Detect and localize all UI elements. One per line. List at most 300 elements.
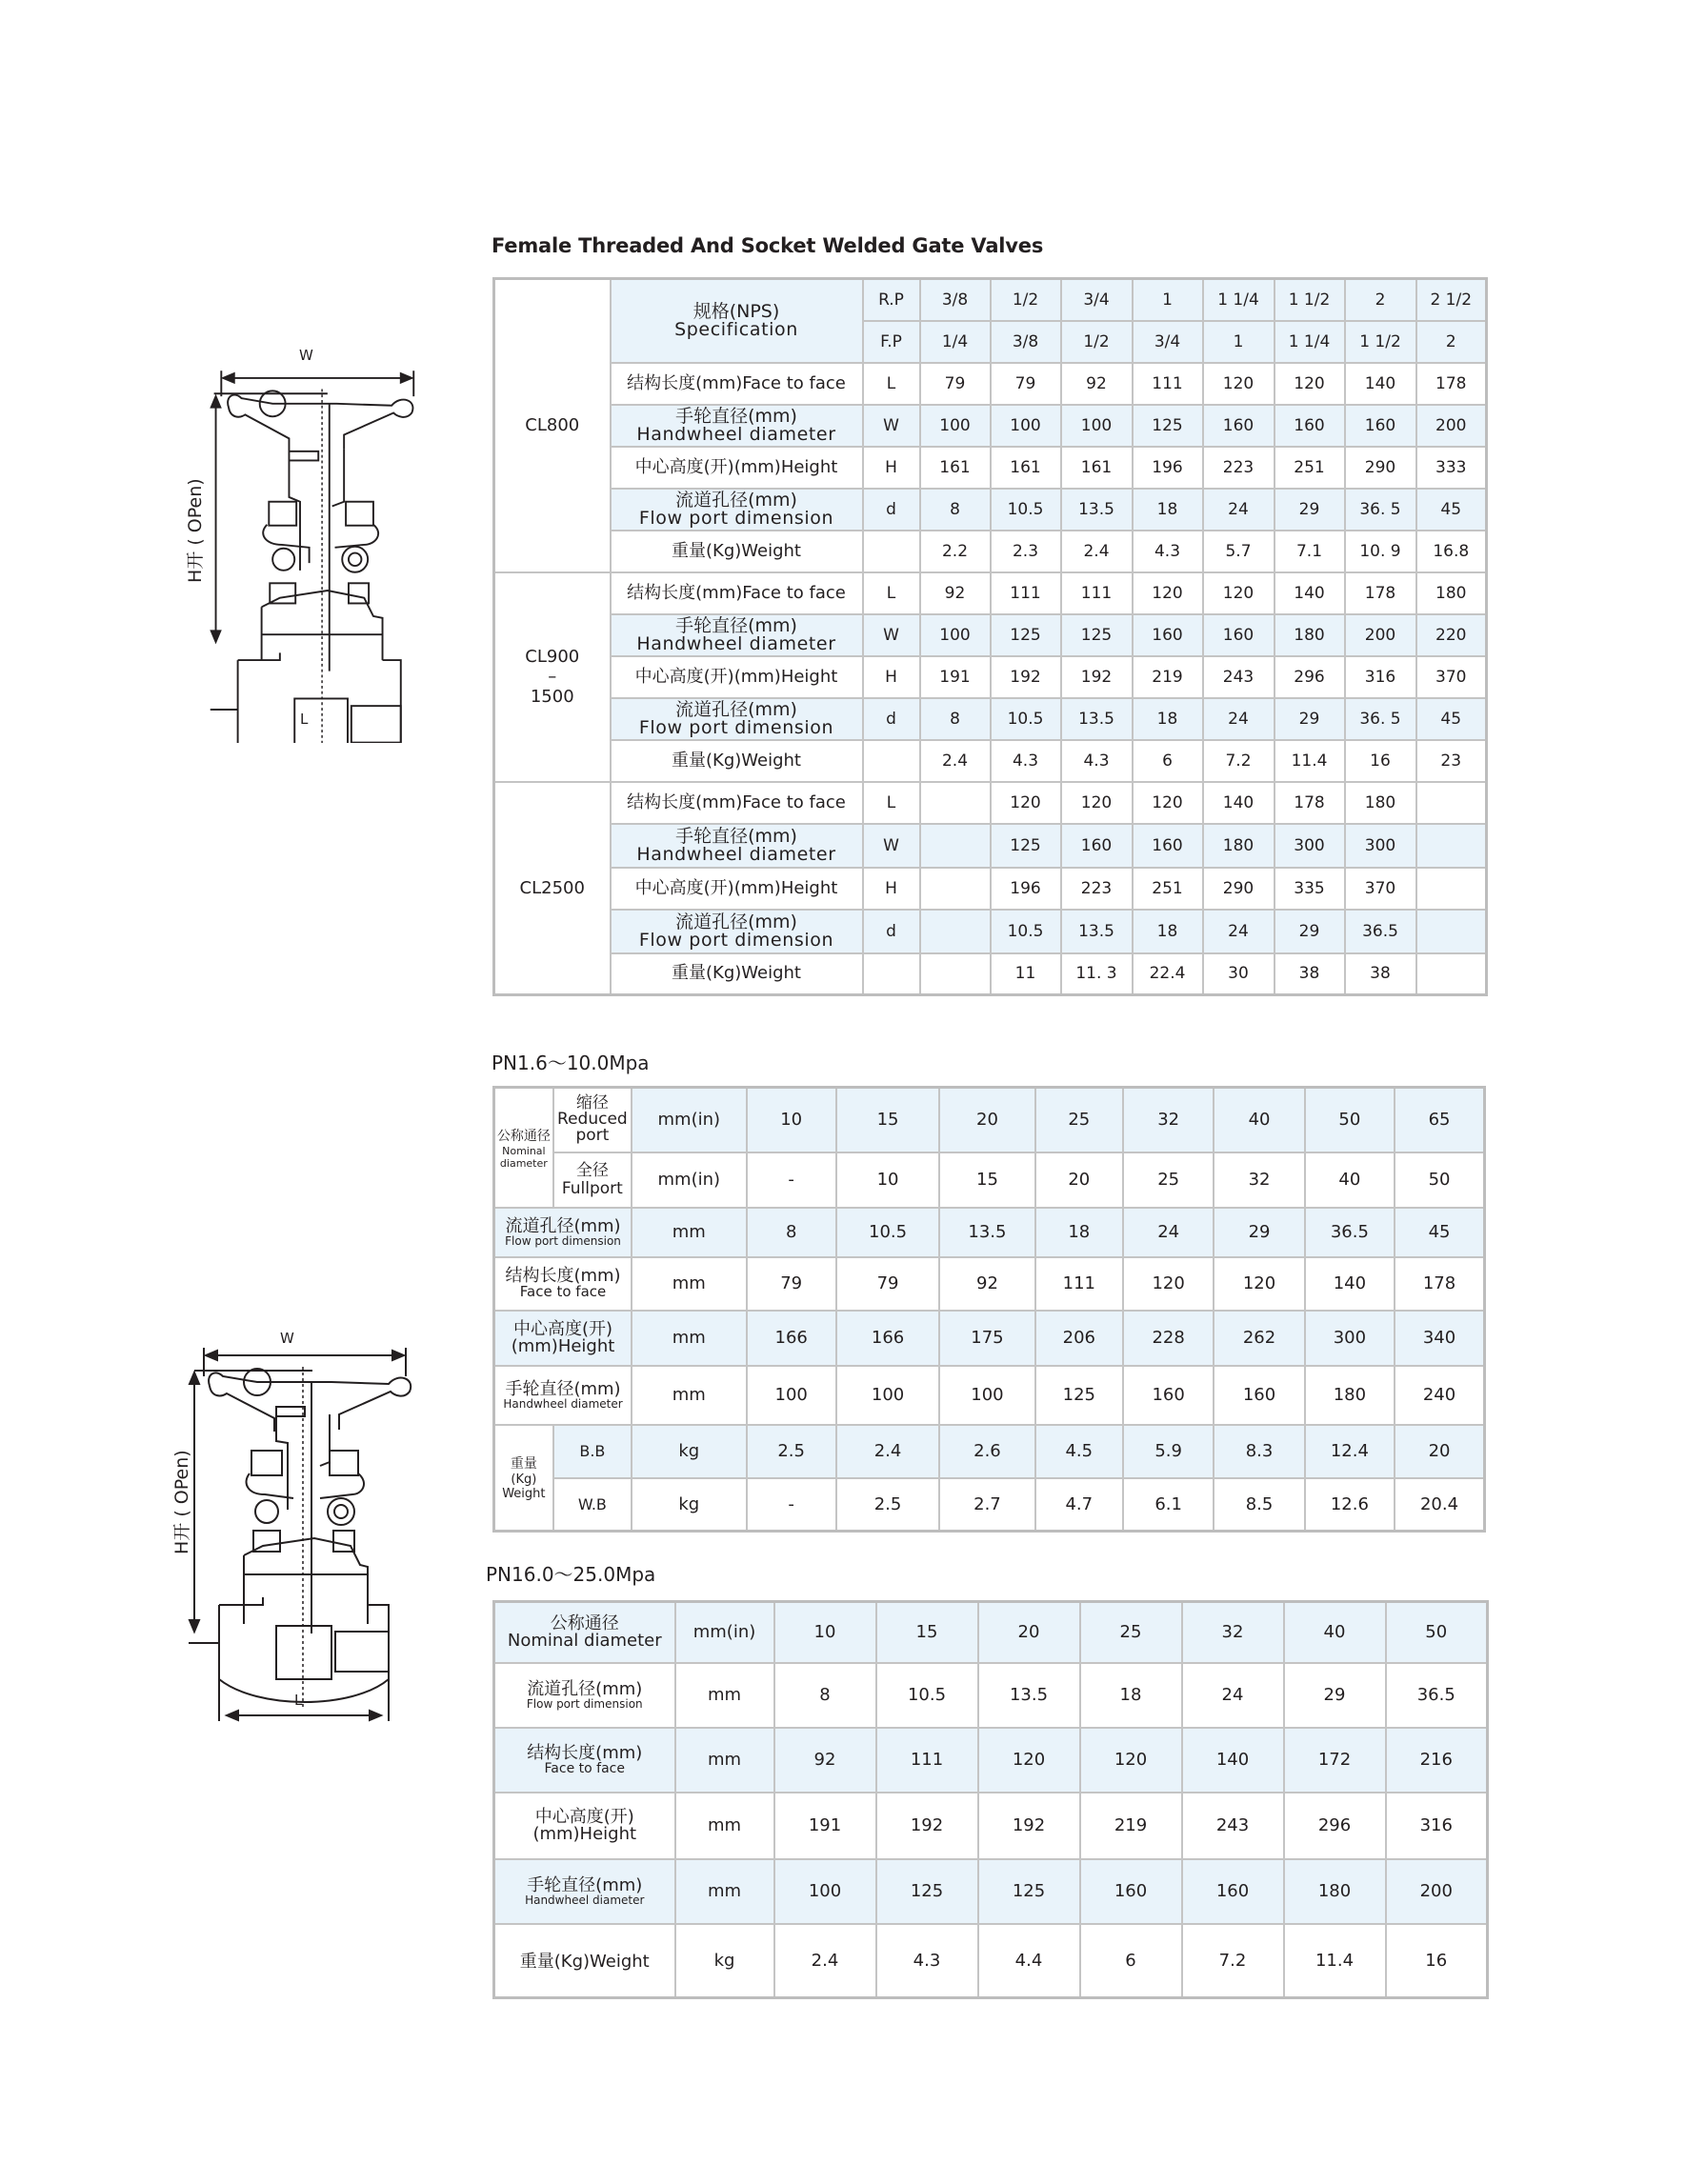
row-label-cn: 手轮直径(mm)	[675, 405, 797, 427]
value-face: 140	[1182, 1728, 1284, 1793]
row-height	[494, 868, 1487, 910]
row-label-hand	[494, 1366, 632, 1425]
value-flow: 29	[1275, 698, 1345, 740]
gate-valve-drawing-1	[181, 343, 419, 743]
value-wb: 20.4	[1395, 1478, 1484, 1532]
fp-size: 3/8	[991, 321, 1061, 363]
spec-label-en: Specification	[674, 318, 798, 340]
full-en: Fullport	[561, 1178, 623, 1198]
width-label-1: W	[299, 347, 313, 364]
row-hand	[494, 1859, 1488, 1924]
row-face	[494, 363, 1487, 405]
value-flow: 24	[1203, 910, 1275, 953]
weight-cn: 重量	[510, 1456, 537, 1473]
full-size: 32	[1214, 1152, 1304, 1208]
row-label-cn: 结构长度(mm)	[505, 1266, 621, 1286]
value-hand: 160	[1080, 1859, 1182, 1924]
full-size: 25	[1123, 1152, 1214, 1208]
row-height	[494, 656, 1487, 698]
symbol-hand: W	[863, 614, 920, 656]
value-weight: 38	[1275, 953, 1345, 995]
section-label-pn-high: PN16.0～25.0Mpa	[486, 1563, 656, 1586]
fp-size: 1	[1203, 321, 1275, 363]
value-face: 140	[1275, 572, 1345, 614]
value-flow: 36. 5	[1345, 698, 1416, 740]
value-face: 180	[1416, 572, 1487, 614]
value-hand: 160	[1123, 1366, 1214, 1425]
value-height	[1416, 868, 1487, 910]
symbol-flow: d	[863, 910, 920, 953]
rp-size: 2	[1345, 279, 1416, 321]
value-height: 300	[1305, 1311, 1395, 1366]
nominal-cn: 公称通径	[550, 1613, 619, 1633]
value-hand: 200	[1416, 405, 1487, 447]
row-label-flow	[611, 910, 863, 953]
value-hand: 100	[747, 1366, 836, 1425]
value-flow: 29	[1275, 489, 1345, 531]
row-height	[494, 447, 1487, 489]
value-bb: 2.6	[939, 1425, 1034, 1478]
value-weight: 4.3	[1061, 740, 1133, 782]
reduced-size: 32	[1123, 1088, 1214, 1152]
row-label: 结构长度(mm)Face to face	[627, 582, 846, 603]
value-face: 79	[747, 1257, 836, 1311]
unit: mm	[632, 1311, 746, 1366]
full-label	[553, 1152, 632, 1208]
value-wb: 4.7	[1035, 1478, 1123, 1532]
value-height: 223	[1203, 447, 1275, 489]
unit: mm(in)	[632, 1088, 746, 1152]
value-weight: 11.4	[1284, 1924, 1386, 1998]
nominal-row	[494, 1602, 1488, 1663]
value-hand: 100	[991, 405, 1061, 447]
value-flow: 45	[1416, 489, 1487, 531]
rp-size: 1 1/2	[1275, 279, 1345, 321]
length-label-2: L	[294, 1692, 303, 1709]
nominal-size: 50	[1386, 1602, 1488, 1663]
value-flow: 45	[1395, 1208, 1484, 1257]
value-height: 228	[1123, 1311, 1214, 1366]
unit: mm	[675, 1728, 774, 1793]
row-label-cn: 流道孔径(mm)	[675, 698, 797, 720]
reduced-size: 25	[1035, 1088, 1123, 1152]
value-hand: 125	[1061, 614, 1133, 656]
value-face: 120	[1275, 363, 1345, 405]
value-flow: 24	[1203, 698, 1275, 740]
reduced-cn: 缩径	[575, 1093, 609, 1113]
unit: kg	[632, 1425, 746, 1478]
value-flow: 10.5	[991, 489, 1061, 531]
value-hand: 180	[1275, 614, 1345, 656]
value-hand: 125	[1133, 405, 1203, 447]
row-label-en: Face to face	[519, 1283, 607, 1300]
nominal-en: Nominal diameter	[507, 1630, 662, 1651]
row-hand	[494, 614, 1487, 656]
value-wb: 2.5	[836, 1478, 939, 1532]
value-height: 196	[991, 868, 1061, 910]
value-flow: 18	[1133, 698, 1203, 740]
value-face: 140	[1345, 363, 1416, 405]
row-label-en: Handwheel diameter	[503, 1396, 623, 1411]
row-flow	[494, 910, 1487, 953]
value-hand: 100	[836, 1366, 939, 1425]
row-label-en: Flow port dimension	[638, 716, 834, 738]
row-height	[494, 1793, 1488, 1859]
value-face: 111	[876, 1728, 978, 1793]
fp-size: 1 1/2	[1345, 321, 1416, 363]
symbol-height: H	[863, 447, 920, 489]
width-label-2: W	[280, 1330, 294, 1347]
value-flow: 36.5	[1386, 1663, 1488, 1728]
value-hand	[1416, 824, 1487, 868]
row-face	[494, 572, 1487, 614]
row-label-en: (mm)Height	[532, 1823, 637, 1844]
nominal-label	[494, 1088, 553, 1208]
row-label-en: Handwheel diameter	[636, 632, 836, 654]
value-hand: 125	[991, 614, 1061, 656]
row-hand	[494, 824, 1487, 868]
value-hand: 160	[1133, 824, 1203, 868]
value-height: 296	[1275, 656, 1345, 698]
symbol-flow: d	[863, 698, 920, 740]
fp-size: 1/4	[920, 321, 991, 363]
value-flow: 29	[1275, 910, 1345, 953]
fp-size: 1/2	[1061, 321, 1133, 363]
value-height: 251	[1275, 447, 1345, 489]
row-label-weight	[611, 531, 863, 572]
value-face: 111	[1061, 572, 1133, 614]
unit: mm(in)	[675, 1602, 774, 1663]
value-hand: 240	[1395, 1366, 1484, 1425]
value-face: 111	[1035, 1257, 1123, 1311]
value-height: 161	[920, 447, 991, 489]
row-weight	[494, 740, 1487, 782]
value-face: 92	[774, 1728, 876, 1793]
value-weight: 23	[1416, 740, 1487, 782]
fp-size: 1 1/4	[1275, 321, 1345, 363]
value-height: 370	[1416, 656, 1487, 698]
nominal-en: diameter	[499, 1156, 548, 1170]
row-label: 结构长度(mm)Face to face	[627, 791, 846, 812]
class-line: CL800	[525, 415, 580, 436]
row-label-cn: 流道孔径(mm)	[675, 489, 797, 511]
class-line: 1500	[530, 687, 574, 707]
row-label-en: Handwheel diameter	[636, 843, 836, 865]
row-label-cn: 流道孔径(mm)	[505, 1215, 621, 1236]
value-weight: 16	[1345, 740, 1416, 782]
row-label-cn: 结构长度(mm)	[527, 1742, 643, 1763]
row-label-cn: 中心高度(开)	[513, 1318, 613, 1339]
value-flow: 10.5	[991, 910, 1061, 953]
value-height: 333	[1416, 447, 1487, 489]
value-weight: 4.4	[978, 1924, 1080, 1998]
value-flow: 8	[920, 698, 991, 740]
row-label-cn: 手轮直径(mm)	[675, 825, 797, 847]
value-face: 120	[1203, 363, 1275, 405]
value-flow: 10.5	[991, 698, 1061, 740]
row-label-en: Flow port dimension	[638, 929, 834, 951]
symbol-face: L	[863, 572, 920, 614]
value-face: 172	[1284, 1728, 1386, 1793]
value-flow: 13.5	[978, 1663, 1080, 1728]
row-label-flow	[611, 489, 863, 531]
value-hand: 160	[1133, 614, 1203, 656]
row-flow	[494, 698, 1487, 740]
class-line: CL900	[525, 647, 580, 667]
value-wb: -	[747, 1478, 836, 1532]
value-height: 192	[991, 656, 1061, 698]
table-pn-low	[492, 1086, 1486, 1533]
value-weight: 4.3	[991, 740, 1061, 782]
value-face	[920, 782, 991, 824]
reduced-size: 15	[836, 1088, 939, 1152]
value-wb: 12.6	[1305, 1478, 1395, 1532]
value-hand: 180	[1305, 1366, 1395, 1425]
wb-label: W.B	[553, 1478, 632, 1532]
value-flow: 10.5	[876, 1663, 978, 1728]
section-label-pn-low: PN1.6～10.0Mpa	[492, 1052, 650, 1074]
reduced-en: Reduced	[557, 1110, 628, 1130]
spec-label	[611, 279, 863, 363]
row-label-hand	[611, 614, 863, 656]
value-hand: 300	[1275, 824, 1345, 868]
reduced-en: port	[575, 1126, 610, 1146]
unit: mm	[632, 1257, 746, 1311]
full-size: 50	[1395, 1152, 1484, 1208]
class-line: –	[548, 667, 557, 687]
value-weight: 16	[1386, 1924, 1488, 1998]
value-height: 316	[1345, 656, 1416, 698]
rp-size: 1	[1133, 279, 1203, 321]
value-hand: 160	[1061, 824, 1133, 868]
row-hand	[494, 405, 1487, 447]
value-face: 178	[1416, 363, 1487, 405]
value-weight: 4.3	[1133, 531, 1203, 572]
value-weight: 2.4	[920, 740, 991, 782]
row-label-en: (mm)Height	[511, 1335, 615, 1356]
weight-en: Weight	[502, 1487, 546, 1502]
value-weight: 10. 9	[1345, 531, 1416, 572]
unit: mm	[632, 1208, 746, 1257]
value-height	[920, 868, 991, 910]
rp-size: 1 1/4	[1203, 279, 1275, 321]
value-face: 216	[1386, 1728, 1488, 1793]
row-label-cn: 流道孔径(mm)	[675, 911, 797, 932]
table-class-ratings	[492, 277, 1488, 996]
row-label-hand	[494, 1859, 675, 1924]
value-face: 120	[991, 782, 1061, 824]
value-face: 120	[1214, 1257, 1304, 1311]
value-wb: 6.1	[1123, 1478, 1214, 1532]
value-hand: 100	[939, 1366, 1034, 1425]
row-label-en: Handwheel diameter	[636, 423, 836, 445]
value-hand: 180	[1284, 1859, 1386, 1924]
value-weight: 38	[1345, 953, 1416, 995]
value-bb: 5.9	[1123, 1425, 1214, 1478]
value-face: 79	[991, 363, 1061, 405]
symbol-face: L	[863, 782, 920, 824]
value-hand: 100	[920, 614, 991, 656]
unit: kg	[675, 1924, 774, 1998]
symbol-weight	[863, 740, 920, 782]
row-label: 结构长度(mm)Face to face	[627, 372, 846, 393]
row-label-weight	[611, 953, 863, 995]
row-label-height	[611, 656, 863, 698]
row-label: 中心高度(开)(mm)Height	[634, 666, 838, 687]
weight-unit: (Kg)	[511, 1473, 537, 1488]
row-flow	[494, 1208, 1485, 1257]
value-hand: 125	[991, 824, 1061, 868]
value-hand: 300	[1345, 824, 1416, 868]
nominal-label	[494, 1602, 675, 1663]
value-hand: 160	[1182, 1859, 1284, 1924]
full-row	[494, 1152, 1485, 1208]
row-label-face	[611, 363, 863, 405]
row-label-hand	[611, 824, 863, 868]
bb-row	[494, 1425, 1485, 1478]
page-title: Female Threaded And Socket Welded Gate Valves	[492, 234, 1044, 257]
value-flow: 13.5	[939, 1208, 1034, 1257]
value-height: 206	[1035, 1311, 1123, 1366]
value-flow: 36. 5	[1345, 489, 1416, 531]
row-face	[494, 1257, 1485, 1311]
value-flow: 24	[1182, 1663, 1284, 1728]
row-label-en: Handwheel diameter	[525, 1893, 645, 1907]
reduced-size: 10	[747, 1088, 836, 1152]
value-height: 243	[1203, 656, 1275, 698]
value-flow: 8	[774, 1663, 876, 1728]
value-height: 340	[1395, 1311, 1484, 1366]
row-label-face	[611, 572, 863, 614]
value-height: 166	[836, 1311, 939, 1366]
value-weight: 5.7	[1203, 531, 1275, 572]
value-hand: 125	[1035, 1366, 1123, 1425]
nominal-size: 32	[1182, 1602, 1284, 1663]
value-flow	[1416, 910, 1487, 953]
value-face: 79	[836, 1257, 939, 1311]
value-weight: 6	[1133, 740, 1203, 782]
value-weight: 22.4	[1133, 953, 1203, 995]
value-face: 140	[1203, 782, 1275, 824]
value-face: 111	[991, 572, 1061, 614]
value-flow: 45	[1416, 698, 1487, 740]
value-weight: 2.4	[774, 1924, 876, 1998]
value-wb: 8.5	[1214, 1478, 1304, 1532]
value-hand: 160	[1275, 405, 1345, 447]
value-face	[1416, 782, 1487, 824]
height-label-2: H开 ( OPen)	[171, 1450, 192, 1554]
value-weight	[1416, 953, 1487, 995]
value-bb: 2.5	[747, 1425, 836, 1478]
full-size: 10	[836, 1152, 939, 1208]
value-flow: 36.5	[1305, 1208, 1395, 1257]
value-face: 120	[1080, 1728, 1182, 1793]
value-hand: 220	[1416, 614, 1487, 656]
fp-size: 2	[1416, 321, 1487, 363]
symbol-flow: d	[863, 489, 920, 531]
symbol-height: H	[863, 656, 920, 698]
value-height: 196	[1133, 447, 1203, 489]
reduced-size: 20	[939, 1088, 1034, 1152]
row-flow	[494, 489, 1487, 531]
class-label	[494, 782, 611, 995]
value-flow: 13.5	[1061, 489, 1133, 531]
value-height: 219	[1133, 656, 1203, 698]
length-label-1: L	[300, 711, 309, 728]
reduced-size: 40	[1214, 1088, 1304, 1152]
rp-size: 2 1/2	[1416, 279, 1487, 321]
value-flow: 18	[1133, 910, 1203, 953]
row-flow	[494, 1663, 1488, 1728]
value-flow: 8	[920, 489, 991, 531]
value-bb: 2.4	[836, 1425, 939, 1478]
row-label-en: Flow port dimension	[526, 1696, 643, 1711]
value-bb: 20	[1395, 1425, 1484, 1478]
value-face: 178	[1275, 782, 1345, 824]
value-weight: 16.8	[1416, 531, 1487, 572]
value-face: 120	[1061, 782, 1133, 824]
value-height: 192	[876, 1793, 978, 1859]
value-weight: 7.2	[1182, 1924, 1284, 1998]
value-hand: 100	[774, 1859, 876, 1924]
row-hand	[494, 1366, 1485, 1425]
value-height: 251	[1133, 868, 1203, 910]
table-pn-high	[492, 1600, 1489, 1999]
value-height: 191	[920, 656, 991, 698]
row-label-flow	[494, 1208, 632, 1257]
unit: mm	[675, 1859, 774, 1924]
value-flow: 36.5	[1345, 910, 1416, 953]
height-label-1: H开 ( OPen)	[185, 478, 206, 583]
unit: kg	[632, 1478, 746, 1532]
symbol-weight	[863, 953, 920, 995]
value-hand: 200	[1345, 614, 1416, 656]
row-label-height	[494, 1793, 675, 1859]
value-height: 243	[1182, 1793, 1284, 1859]
value-flow: 24	[1123, 1208, 1214, 1257]
value-face: 92	[939, 1257, 1034, 1311]
symbol-height: H	[863, 868, 920, 910]
row-label-face	[611, 782, 863, 824]
value-flow: 13.5	[1061, 910, 1133, 953]
row-label-weight	[611, 740, 863, 782]
row-label: 中心高度(开)(mm)Height	[634, 877, 838, 898]
value-hand: 160	[1214, 1366, 1304, 1425]
rp-size: 1/2	[991, 279, 1061, 321]
value-face: 178	[1395, 1257, 1484, 1311]
value-face: 79	[920, 363, 991, 405]
value-height: 223	[1061, 868, 1133, 910]
value-flow: 18	[1080, 1663, 1182, 1728]
row-label-en: Flow port dimension	[505, 1233, 621, 1248]
value-face: 180	[1345, 782, 1416, 824]
row-label-hand	[611, 405, 863, 447]
fp-label: F.P	[863, 321, 920, 363]
value-weight	[920, 953, 991, 995]
full-size: 15	[939, 1152, 1034, 1208]
nominal-size: 25	[1080, 1602, 1182, 1663]
value-height: 262	[1214, 1311, 1304, 1366]
value-flow: 24	[1203, 489, 1275, 531]
value-flow: 29	[1284, 1663, 1386, 1728]
value-flow: 13.5	[1061, 698, 1133, 740]
value-face: 140	[1305, 1257, 1395, 1311]
full-size: 40	[1305, 1152, 1395, 1208]
bb-label: B.B	[553, 1425, 632, 1478]
value-hand: 125	[978, 1859, 1080, 1924]
class-line: CL2500	[519, 877, 585, 898]
value-height: 335	[1275, 868, 1345, 910]
